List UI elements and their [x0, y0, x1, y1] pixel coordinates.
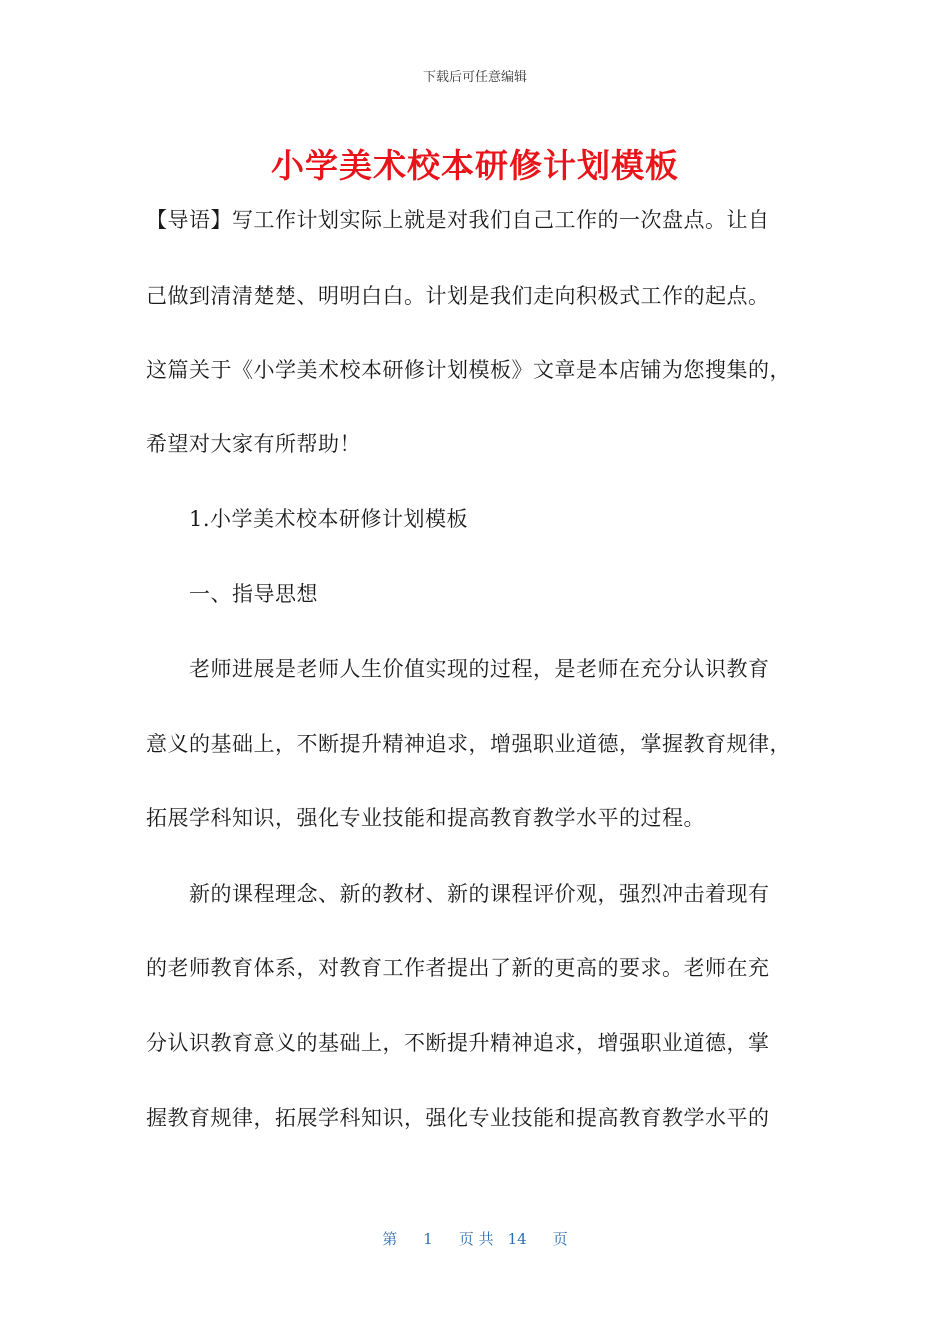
section-heading: 一、指导思想: [189, 582, 318, 606]
footer-prefix: 第: [382, 1230, 398, 1248]
paragraph-line: 【导语】写工作计划实际上就是对我们自己工作的一次盘点。让自: [146, 208, 770, 232]
paragraph-line: 分认识教育意义的基础上，不断提升精神追求，增强职业道德，掌: [146, 1031, 770, 1055]
footer-total-pages: 14: [507, 1230, 527, 1248]
paragraph-line: 意义的基础上，不断提升精神追求，增强职业道德，掌握教育规律，: [146, 732, 791, 756]
section-heading-numbered: 1.小学美术校本研修计划模板: [189, 507, 469, 531]
paragraph-line: 握教育规律，拓展学科知识，强化专业技能和提高教育教学水平的: [146, 1106, 770, 1130]
paragraph-line: 的老师教育体系，对教育工作者提出了新的更高的要求。老师在充: [146, 956, 770, 980]
page-footer: [0, 1228, 950, 1249]
document-title: 小学美术校本研修计划模板: [271, 146, 679, 185]
footer-suffix: 页: [552, 1230, 568, 1248]
paragraph-line: 己做到清清楚楚、明明白白。计划是我们走向积极式工作的起点。: [146, 284, 770, 308]
footer-middle: 页 共: [458, 1230, 494, 1248]
footer-current-page: 1: [423, 1230, 433, 1248]
page-header-note: 下载后可任意编辑: [422, 70, 527, 85]
paragraph-line: 新的课程理念、新的教材、新的课程评价观，强烈冲击着现有: [189, 882, 770, 906]
paragraph-line: 这篇关于《小学美术校本研修计划模板》文章是本店铺为您搜集的，: [146, 358, 791, 382]
paragraph-line: 老师进展是老师人生价值实现的过程，是老师在充分认识教育: [189, 657, 770, 681]
paragraph-line: 希望对大家有所帮助！: [146, 432, 361, 456]
paragraph-line: 拓展学科知识，强化专业技能和提高教育教学水平的过程。: [146, 806, 705, 830]
